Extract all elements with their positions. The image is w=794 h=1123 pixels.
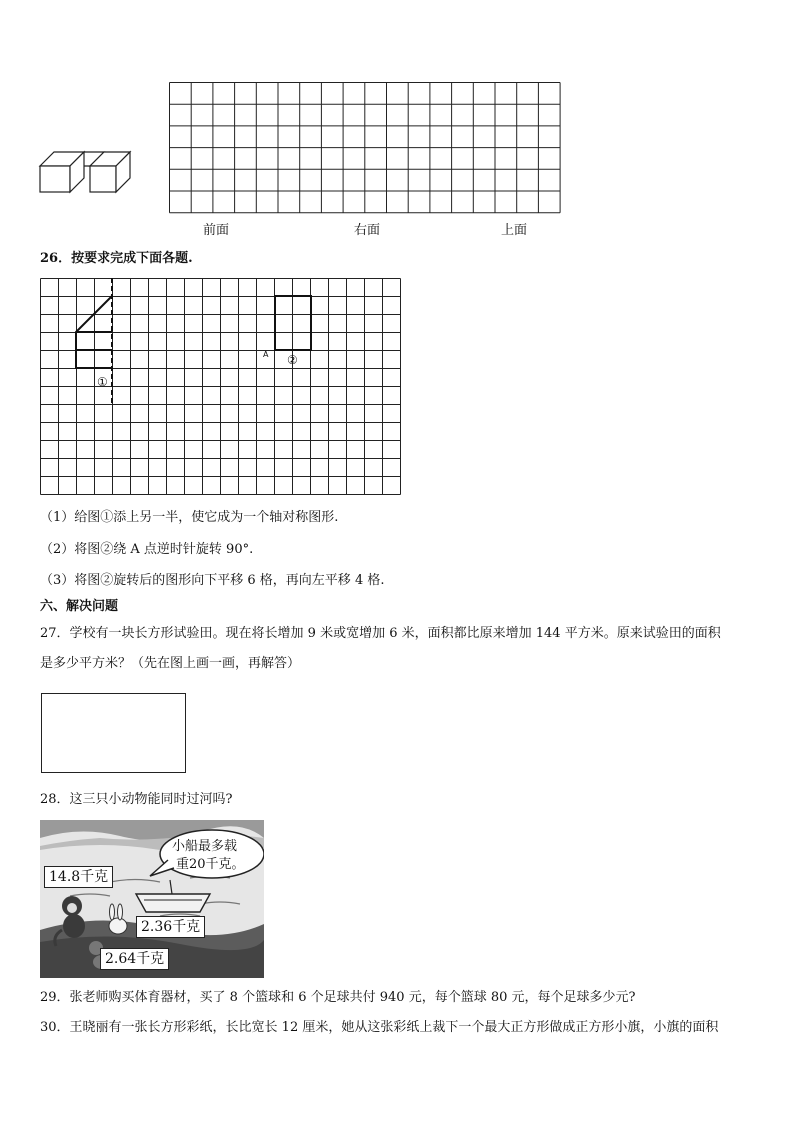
view-grid[interactable] xyxy=(169,82,574,212)
q29-text: 29．张老师购买体育器材，买了 8 个篮球和 6 个足球共付 940 元，每个篮球 80 元，每个足球多少元? xyxy=(40,990,636,1005)
q30-text: 30．王晓丽有一张长方形彩纸，长比宽长 12 厘米，她从这张彩纸上裁下一个最大正方形做成正方形小旗，小旗的面积 xyxy=(40,1020,719,1035)
q27-line1: 27．学校有一块长方形试验田。现在将长增加 9 米或宽增加 6 米，面积都比原来增加 144 平方米。原来试验田的面积 xyxy=(40,626,721,641)
cube-figure xyxy=(38,148,134,196)
q26-item-1: （1）给图①添上另一半，使它成为一个轴对称图形. xyxy=(40,510,339,525)
weight-small-animal: 2.64千克 xyxy=(100,948,169,970)
q28-title: 28．这三只小动物能同时过河吗? xyxy=(40,792,233,807)
figure-shapes xyxy=(40,278,402,495)
section-title: 六、解决问题 xyxy=(40,599,119,614)
figure-2-label: ② xyxy=(287,353,298,367)
speech-line-1: 小船最多载 xyxy=(172,839,238,854)
weight-rabbit: 2.36千克 xyxy=(136,916,205,938)
q26-item-3: （3）将图②旋转后的图形向下平移 6 格，再向左平移 4 格. xyxy=(40,573,385,588)
view-label-right: 右面 xyxy=(354,223,381,238)
view-label-front: 前面 xyxy=(203,223,230,238)
q26-item-2: （2）将图②绕 A 点逆时针旋转 90°. xyxy=(40,542,254,557)
weight-monkey: 14.8千克 xyxy=(44,866,113,888)
point-a-label: A xyxy=(263,350,269,359)
q26-title: 26．按要求完成下面各题. xyxy=(40,251,193,266)
river-scene xyxy=(40,820,264,978)
speech-line-2: 重20千克。 xyxy=(176,857,245,872)
figure-1-label: ① xyxy=(97,375,108,389)
view-label-top: 上面 xyxy=(501,223,528,238)
q27-line2: 是多少平方米？（先在图上画一画，再解答） xyxy=(40,656,301,671)
field-rectangle[interactable] xyxy=(41,693,186,773)
